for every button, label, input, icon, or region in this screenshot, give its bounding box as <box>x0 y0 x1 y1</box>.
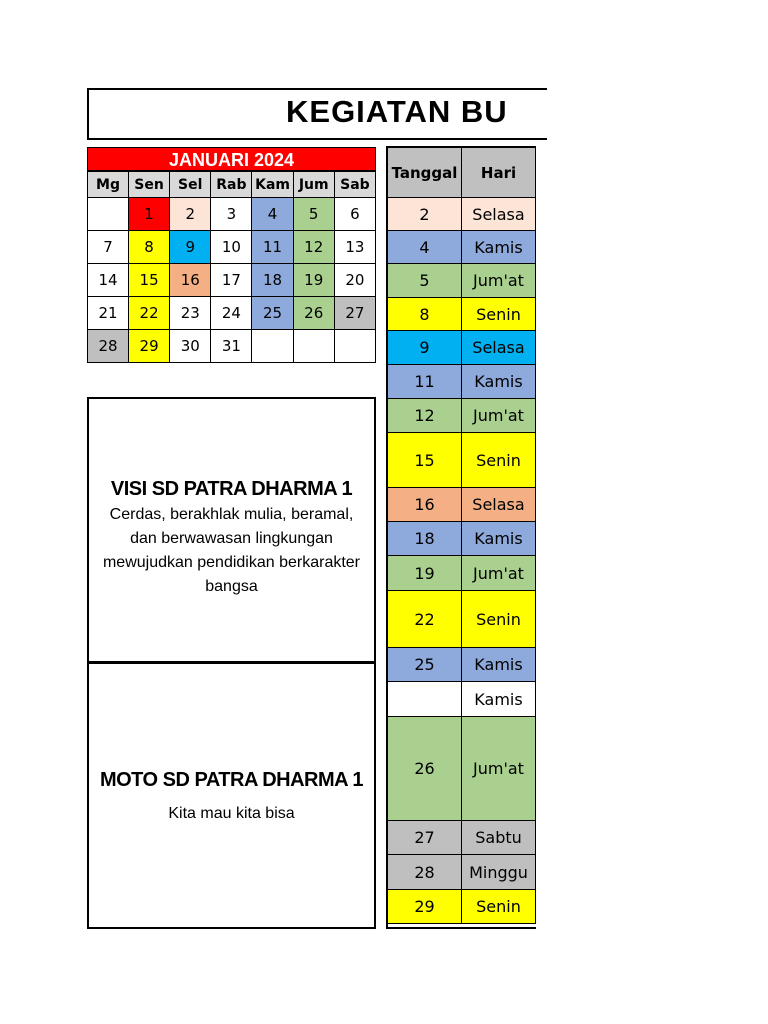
month-calendar <box>87 147 376 363</box>
calendar-day-cell[interactable]: 16 <box>170 264 211 297</box>
calendar-day-cell[interactable]: 3 <box>211 198 252 231</box>
event-row[interactable] <box>388 821 536 855</box>
events-header-row <box>388 148 536 198</box>
event-date: 4 <box>388 231 462 264</box>
event-day: Minggu <box>462 855 536 890</box>
event-date: 12 <box>388 399 462 433</box>
calendar-day-cell[interactable]: 10 <box>211 231 252 264</box>
events-table <box>387 147 536 924</box>
calendar-day-cell[interactable]: 2 <box>170 198 211 231</box>
event-row[interactable] <box>388 717 536 821</box>
calendar-weeks <box>88 198 376 363</box>
event-day: Kamis <box>462 231 536 264</box>
event-day: Jum'at <box>462 717 536 821</box>
calendar-day-cell <box>252 330 293 363</box>
event-date: 22 <box>388 591 462 648</box>
event-date: 28 <box>388 855 462 890</box>
calendar-day-cell[interactable]: 4 <box>252 198 293 231</box>
calendar-week-row <box>88 264 376 297</box>
calendar-grid <box>87 171 376 363</box>
calendar-month-label: JANUARI 2024 <box>87 147 376 171</box>
calendar-day-cell[interactable]: 29 <box>129 330 170 363</box>
event-day: Selasa <box>462 198 536 231</box>
calendar-day-cell[interactable]: 6 <box>334 198 375 231</box>
title-box <box>87 88 547 140</box>
calendar-day-cell <box>88 198 129 231</box>
weekday-label: Sel <box>170 172 211 198</box>
weekday-label: Sab <box>334 172 375 198</box>
calendar-day-cell[interactable]: 7 <box>88 231 129 264</box>
event-row[interactable] <box>388 488 536 522</box>
calendar-day-cell[interactable]: 21 <box>88 297 129 330</box>
weekday-label: Sen <box>129 172 170 198</box>
weekday-header-row <box>88 172 376 198</box>
event-day: Selasa <box>462 488 536 522</box>
calendar-day-cell[interactable]: 18 <box>252 264 293 297</box>
event-row[interactable] <box>388 331 536 365</box>
event-date: 27 <box>388 821 462 855</box>
moto-text: Kita mau kita bisa <box>168 805 295 822</box>
event-date: 15 <box>388 433 462 488</box>
event-day: Jum'at <box>462 556 536 591</box>
weekday-label: Rab <box>211 172 252 198</box>
event-row[interactable] <box>388 682 536 717</box>
event-row[interactable] <box>388 298 536 331</box>
event-day: Sabtu <box>462 821 536 855</box>
calendar-week-row <box>88 330 376 363</box>
calendar-week-row <box>88 231 376 264</box>
event-day: Senin <box>462 433 536 488</box>
moto-title: MOTO SD PATRA DHARMA 1 <box>99 769 364 791</box>
calendar-day-cell[interactable]: 27 <box>334 297 375 330</box>
event-date: 29 <box>388 890 462 924</box>
event-day: Kamis <box>462 648 536 682</box>
calendar-day-cell[interactable]: 23 <box>170 297 211 330</box>
calendar-week-row <box>88 198 376 231</box>
event-date: 8 <box>388 298 462 331</box>
event-date: 2 <box>388 198 462 231</box>
event-day: Selasa <box>462 331 536 365</box>
calendar-day-cell[interactable]: 24 <box>211 297 252 330</box>
calendar-day-cell[interactable]: 31 <box>211 330 252 363</box>
event-date: 9 <box>388 331 462 365</box>
visi-title: VISI SD PATRA DHARMA 1 <box>110 478 353 500</box>
event-row[interactable] <box>388 365 536 399</box>
calendar-day-cell <box>293 330 334 363</box>
event-day: Kamis <box>462 365 536 399</box>
event-day: Jum'at <box>462 264 536 298</box>
calendar-day-cell[interactable]: 20 <box>334 264 375 297</box>
event-date: 26 <box>388 717 462 821</box>
page-title: KEGIATAN BU <box>286 94 508 129</box>
calendar-day-cell[interactable]: 1 <box>129 198 170 231</box>
event-date: 19 <box>388 556 462 591</box>
calendar-day-cell[interactable]: 5 <box>293 198 334 231</box>
moto-box <box>87 662 376 929</box>
events-header-day: Hari <box>462 148 536 198</box>
event-day: Kamis <box>462 682 536 717</box>
event-day: Senin <box>462 591 536 648</box>
event-row[interactable] <box>388 522 536 556</box>
calendar-day-cell[interactable]: 9 <box>170 231 211 264</box>
weekday-label: Jum <box>293 172 334 198</box>
calendar-day-cell[interactable]: 11 <box>252 231 293 264</box>
event-row[interactable] <box>388 433 536 488</box>
event-row[interactable] <box>388 264 536 298</box>
event-date: 25 <box>388 648 462 682</box>
event-date <box>388 682 462 717</box>
event-day: Jum'at <box>462 399 536 433</box>
event-row[interactable] <box>388 556 536 591</box>
event-date: 16 <box>388 488 462 522</box>
calendar-day-cell[interactable]: 30 <box>170 330 211 363</box>
calendar-day-cell <box>334 330 375 363</box>
calendar-day-cell[interactable]: 28 <box>88 330 129 363</box>
calendar-day-cell[interactable]: 17 <box>211 264 252 297</box>
event-day: Senin <box>462 890 536 924</box>
calendar-day-cell[interactable]: 13 <box>334 231 375 264</box>
visi-text: Cerdas, berakhlak mulia, beramal, dan berwawasan lingkungan mewujudkan pendidikan berkarakter bangsa <box>102 506 361 595</box>
event-row[interactable] <box>388 399 536 433</box>
event-day: Kamis <box>462 522 536 556</box>
event-date: 11 <box>388 365 462 399</box>
event-row[interactable] <box>388 591 536 648</box>
event-row[interactable] <box>388 890 536 924</box>
event-date: 5 <box>388 264 462 298</box>
weekday-label: Mg <box>88 172 129 198</box>
calendar-day-cell[interactable]: 26 <box>293 297 334 330</box>
events-rows <box>388 198 536 924</box>
calendar-day-cell[interactable]: 25 <box>252 297 293 330</box>
calendar-day-cell[interactable]: 22 <box>129 297 170 330</box>
event-row[interactable] <box>388 648 536 682</box>
calendar-day-cell[interactable]: 15 <box>129 264 170 297</box>
calendar-day-cell[interactable]: 8 <box>129 231 170 264</box>
calendar-week-row <box>88 297 376 330</box>
visi-box <box>87 397 376 663</box>
event-row[interactable] <box>388 231 536 264</box>
events-header-date: Tanggal <box>388 148 462 198</box>
event-date: 18 <box>388 522 462 556</box>
event-row[interactable] <box>388 855 536 890</box>
calendar-day-cell[interactable]: 19 <box>293 264 334 297</box>
calendar-day-cell[interactable]: 12 <box>293 231 334 264</box>
weekday-label: Kam <box>252 172 293 198</box>
event-row[interactable] <box>388 198 536 231</box>
event-day: Senin <box>462 298 536 331</box>
calendar-day-cell[interactable]: 14 <box>88 264 129 297</box>
